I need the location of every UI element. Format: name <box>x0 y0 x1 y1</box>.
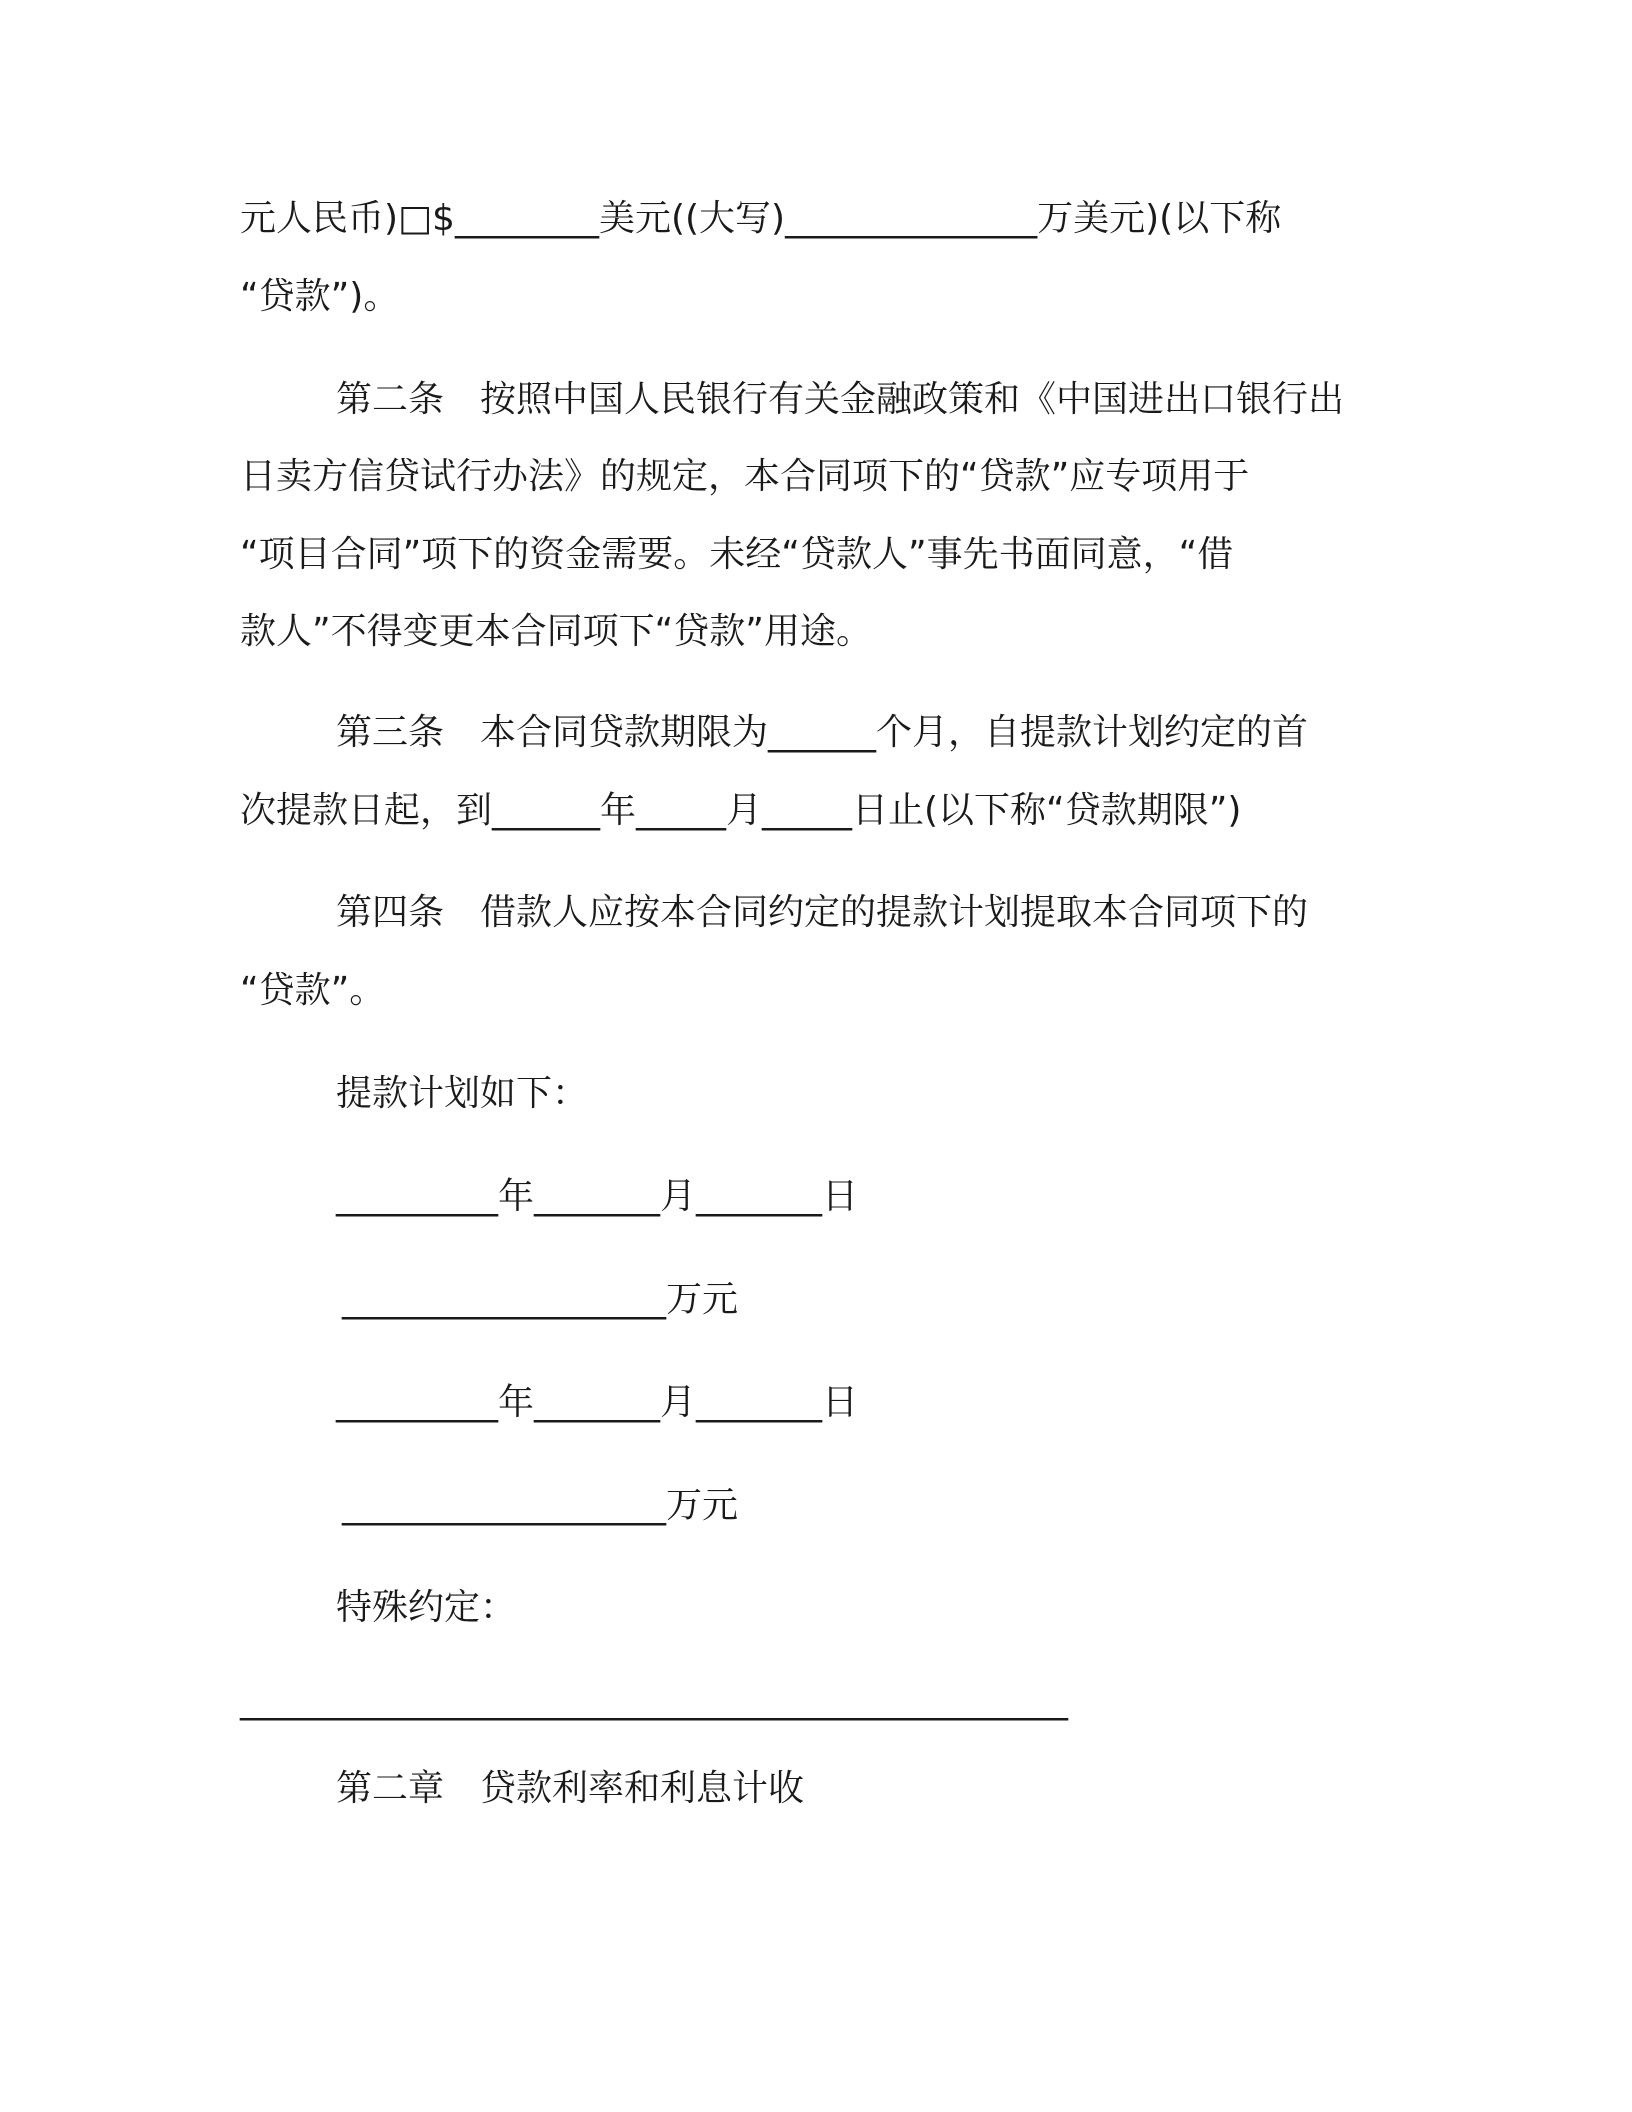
article-2-line-2: 日卖方信贷试行办法》的规定，本合同项下的“贷款”应专项用于 <box>240 456 1250 497</box>
article-2-line-1: 第二条 按照中国人民银行有关金融政策和《中国进出口银行出 <box>336 379 1345 420</box>
article-4-line-1: 第四条 借款人应按本合同约定的提款计划提取本合同项下的 <box>336 892 1309 933</box>
withdrawal-amount-1: __________________万元 <box>342 1279 739 1320</box>
article-2-line-3: “项目合同”项下的资金需要。未经“贷款人”事先书面同意，“借 <box>240 534 1234 575</box>
article-3-line-2: 次提款日起，到______年_____月_____日止(以下称“贷款期限”) <box>240 790 1242 831</box>
article-2-line-4: 款人”不得变更本合同项下“贷款”用途。 <box>240 611 872 652</box>
paragraph-line-1: 元人民币)□$________美元((大写)______________万美元)(以下称 <box>240 198 1282 239</box>
article-4-line-2: “贷款”。 <box>240 970 386 1011</box>
withdrawal-amount-2: __________________万元 <box>342 1485 739 1526</box>
withdrawal-date-2: _________年_______月_______日 <box>336 1382 858 1423</box>
withdrawal-date-1: _________年_______月_______日 <box>336 1176 858 1217</box>
chapter-2-heading: 第二章 贷款利率和利息计收 <box>336 1768 805 1809</box>
special-terms-blank-line: ______________________________________________ <box>240 1680 1068 1721</box>
article-3-line-1: 第三条 本合同贷款期限为______个月，自提款计划约定的首 <box>336 712 1309 753</box>
withdrawal-plan-heading: 提款计划如下： <box>336 1073 589 1114</box>
special-terms-heading: 特殊约定： <box>336 1587 517 1628</box>
paragraph-line-2: “贷款”)。 <box>240 276 400 317</box>
